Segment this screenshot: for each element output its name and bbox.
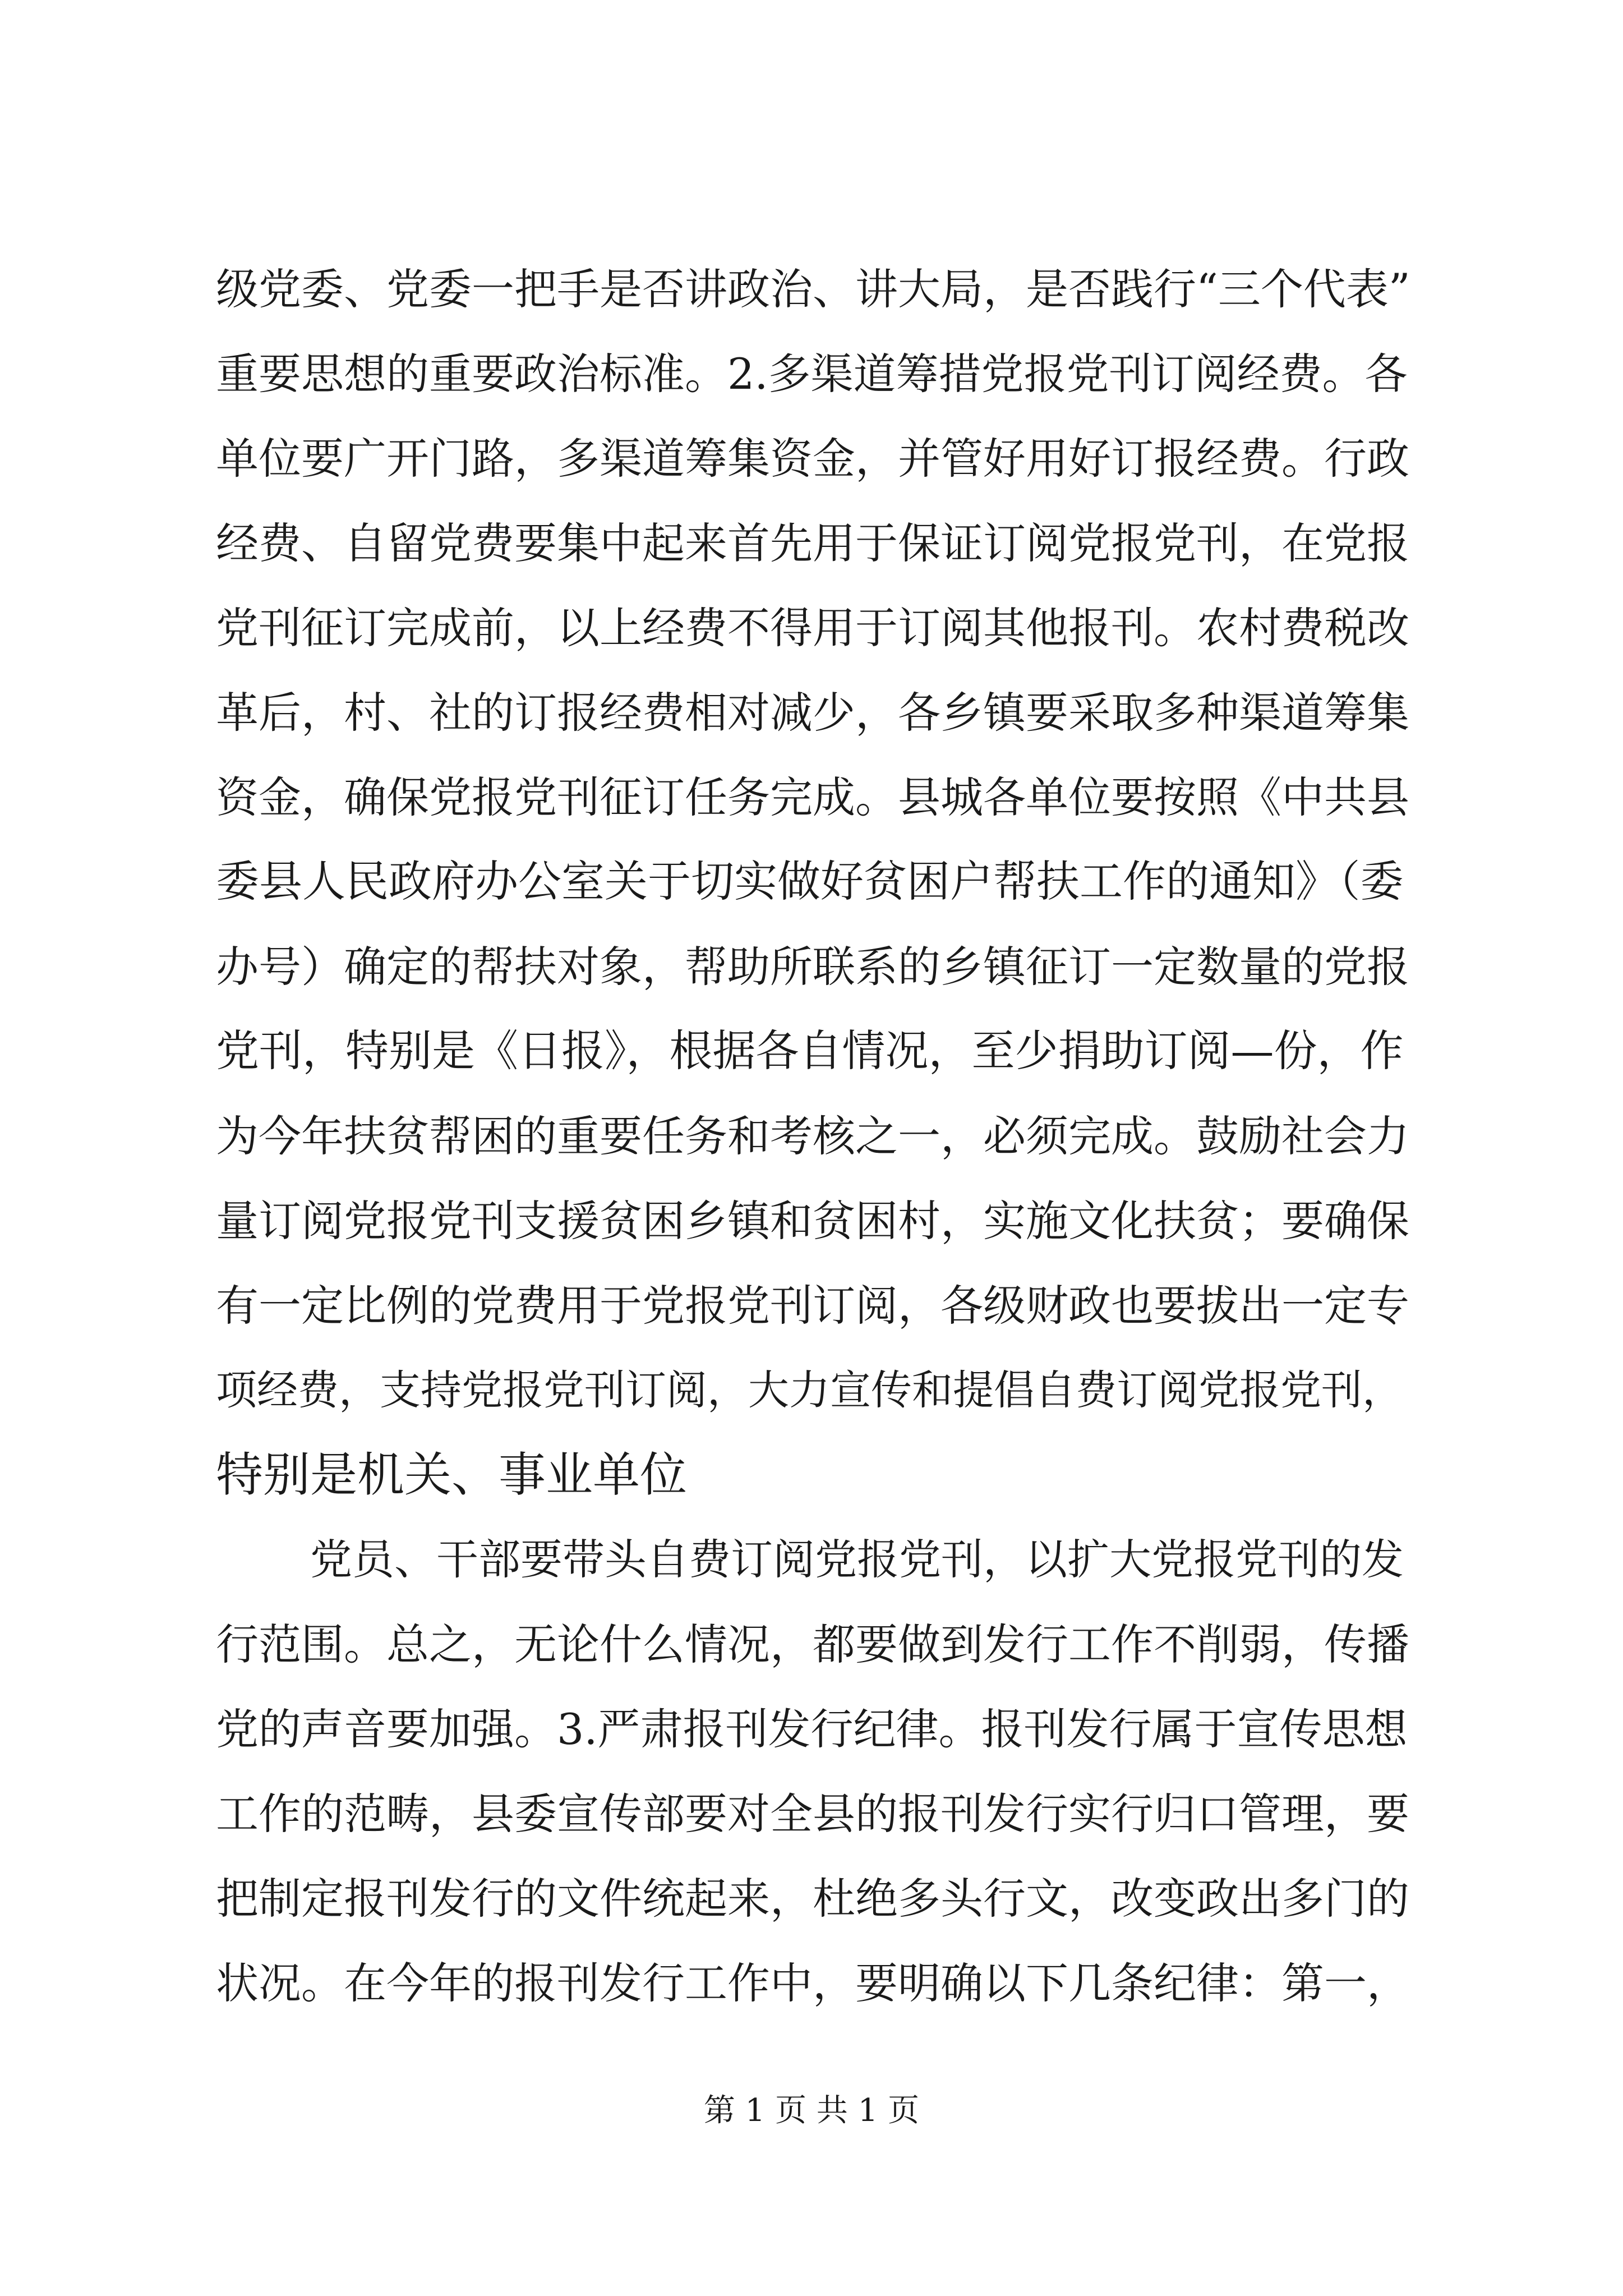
text-line: 革后，村、社的订报经费相对减少，各乡镇要采取多种渠道筹集 xyxy=(216,688,1409,738)
page-number-footer: 第 1 页 共 1 页 xyxy=(703,2092,920,2129)
text-line: 经费、自留党费要集中起来首先用于保证订阅党报党刊，在党报 xyxy=(216,518,1409,568)
text-line: 有一定比例的党费用于党报党刊订阅，各级财政也要拔出一定专 xyxy=(216,1281,1409,1331)
text-line: 为今年扶贫帮困的重要任务和考核之一，必须完成。鼓励社会力 xyxy=(216,1111,1409,1161)
text-line: 办号）确定的帮扶对象，帮助所联系的乡镇征订一定数量的党报 xyxy=(216,942,1409,992)
text-line: 党的声音要加强。3.严肃报刊发行纪律。报刊发行属于宣传思想 xyxy=(216,1704,1408,1754)
text-line: 项经费，支持党报党刊订阅，大力宣传和提倡自费订阅党报党刊， xyxy=(216,1366,1403,1414)
text-line: 行范围。总之，无论什么情况，都要做到发行工作不削弱，传播 xyxy=(216,1619,1409,1669)
text-line: 党刊征订完成前，以上经费不得用于订阅其他报刊。农村费税改 xyxy=(216,603,1409,653)
paragraph-first-line: 党员、干部要带头自费订阅党报党刊，以扩大党报党刊的发 xyxy=(310,1535,1404,1584)
text-line: 重要思想的重要政治标准。2.多渠道筹措党报党刊订阅经费。各 xyxy=(216,349,1408,399)
text-line: 特别是机关、事业单位 xyxy=(216,1447,688,1502)
text-line: 资金，确保党报党刊征订任务完成。县城各单位要按照《中共县 xyxy=(216,772,1409,822)
text-line: 党刊，特别是《日报》，根据各自情况，至少捐助订阅—份，作 xyxy=(216,1027,1404,1076)
text-line: 单位要广开门路，多渠道筹集资金，并管好用好订报经费。行政 xyxy=(216,434,1409,484)
text-line: 状况。在今年的报刊发行工作中，要明确以下几条纪律：第一， xyxy=(216,1958,1409,2008)
text-line: 把制定报刊发行的文件统起来，杜绝多头行文，改变政出多门的 xyxy=(216,1874,1409,1924)
text-line: 委县人民政府办公室关于切实做好贫困户帮扶工作的通知》（委 xyxy=(216,857,1404,907)
text-line: 工作的范畴，县委宣传部要对全县的报刊发行实行归口管理，要 xyxy=(216,1789,1409,1839)
text-line: 量订阅党报党刊支援贫困乡镇和贫困村，实施文化扶贫；要确保 xyxy=(216,1196,1409,1246)
text-line: 级党委、党委一把手是否讲政治、讲大局，是否践行“三个代表” xyxy=(216,264,1410,314)
body-text xyxy=(216,247,1416,2026)
